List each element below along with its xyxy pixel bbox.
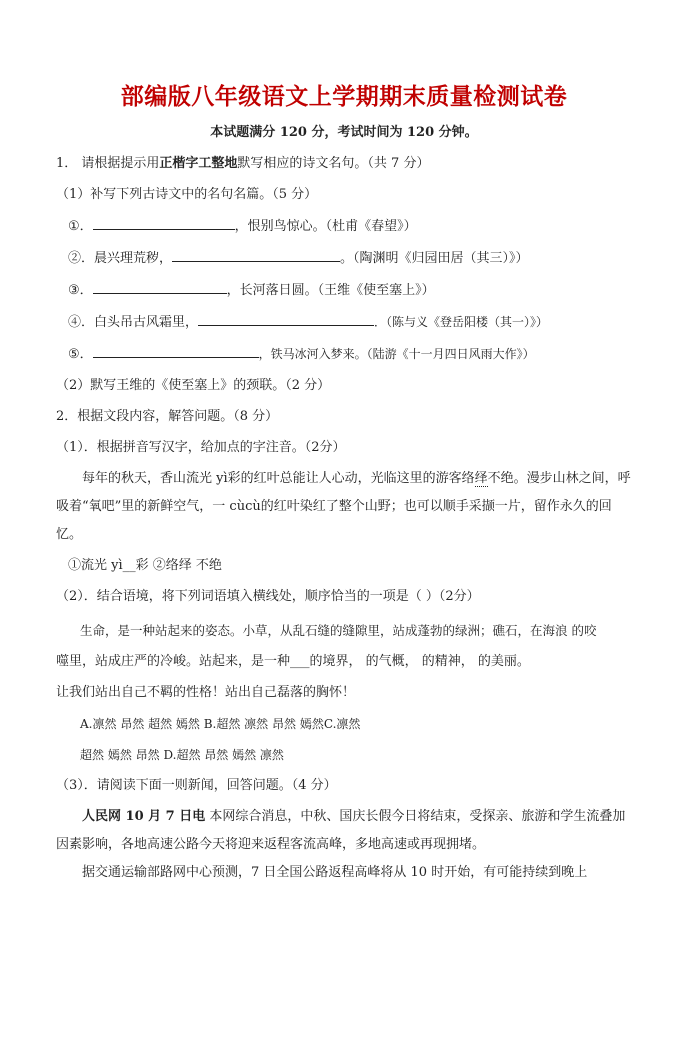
exam-subtitle: 本试题满分 120 分，考试时间为 120 分钟。 bbox=[210, 125, 478, 140]
answer-blank[interactable] bbox=[93, 281, 227, 294]
q2-sub3: （3）．请阅读下面一则新闻，回答问题。（4 分） bbox=[56, 778, 337, 793]
q2-passage-2-line-1: 生命，是一种站起来的姿态。小草，从乱石缝的缝隙里，站成蓬勃的绿洲；礁石，在海浪 的咬 bbox=[80, 623, 597, 638]
q2-passage-2-line-2: 噬里，站成庄严的冷峻。站起来，是一种___的境界， 的气概， 的精神， 的美丽。 bbox=[56, 654, 530, 669]
answer-blank[interactable] bbox=[172, 249, 340, 262]
q1-heading-bold: 正楷字工整地 bbox=[159, 156, 238, 171]
q2-options-line-1: A.凛然 昂然 超然 嫣然 B.超然 凛然 昂然 嫣然C.凛然 bbox=[80, 717, 361, 731]
exam-page bbox=[0, 82, 688, 1054]
answer-blank[interactable] bbox=[198, 313, 374, 326]
q1-sub2: （2）默写王维的《使至塞上》的颈联。（2 分） bbox=[56, 378, 331, 393]
dotted-char: 绎 bbox=[474, 471, 488, 486]
answer-blank[interactable] bbox=[93, 345, 259, 358]
q2-news-passage: 人民网 10 月 7 日电 本网综合消息，中秋、国庆长假今日将结束，受探亲、旅游和学生流叠加因素影响，各地高速公路今天将迎来返程客流高峰，多地高速或再现拥堵。 bbox=[56, 809, 626, 852]
q1-item-1: ①． ，恨别鸟惊心。（杜甫《春望》） bbox=[68, 219, 417, 234]
q1-sub1: （1）补写下列古诗文中的名句名篇。（5 分） bbox=[56, 187, 318, 202]
q2-passage-2-line-3: 让我们站出自己不羁的性格！站出自己磊落的胸怀！ bbox=[56, 685, 356, 700]
q1-item-2: ②．晨兴理荒秽， 。（陶渊明《归园田居（其三）》） bbox=[68, 251, 529, 266]
q1-item-4: ④．白头吊古风霜里， ．（陈与义《登岳阳楼（其一）》） bbox=[68, 315, 549, 330]
q2-passage-1: 每年的秋天，香山流光 yì彩的红叶总能让人心动，光临这里的游客络绎不绝。漫步山林之间，呼吸着“氧吧”里的新鲜空气，一 cùcù的红叶染红了整个山野；也可以顺手采撷一片，留作永久的回忆。 bbox=[56, 471, 631, 542]
q2-answer-1: ①流光 yì__彩 ②络绎 不绝 bbox=[68, 558, 222, 573]
q2-heading: 2．根据文段内容，解答问题。（8 分） bbox=[56, 409, 279, 424]
q2-sub2: （2）．结合语境，将下列词语填入横线处，顺序恰当的一项是（ ）（2分） bbox=[56, 589, 480, 604]
page-title: 部编版八年级语文上学期期末质量检测试卷 bbox=[120, 83, 568, 110]
q2-sub1: （1）．根据拼音写汉字，给加点的字注音。（2分） bbox=[56, 440, 346, 455]
q2-options-line-2: 超然 嫣然 昂然 D.超然 昂然 嫣然 凛然 bbox=[80, 748, 284, 762]
q1-heading: 1． 请根据提示用正楷字工整地默写相应的诗文名句。（共 7 分） bbox=[56, 156, 430, 171]
news-dateline: 人民网 10 月 7 日电 bbox=[82, 809, 206, 824]
q1-item-5: ⑤． ，铁马冰河入梦来。（陆游《十一月四日风雨大作》） bbox=[68, 347, 535, 362]
answer-blank[interactable] bbox=[93, 217, 235, 230]
q2-news-passage-2: 据交通运输部路网中心预测，7 日全国公路返程高峰将从 10 时开始，有可能持续到晚上 bbox=[82, 865, 588, 880]
q1-item-3: ③． ，长河落日圆。（王维《使至塞上》） bbox=[68, 283, 435, 298]
